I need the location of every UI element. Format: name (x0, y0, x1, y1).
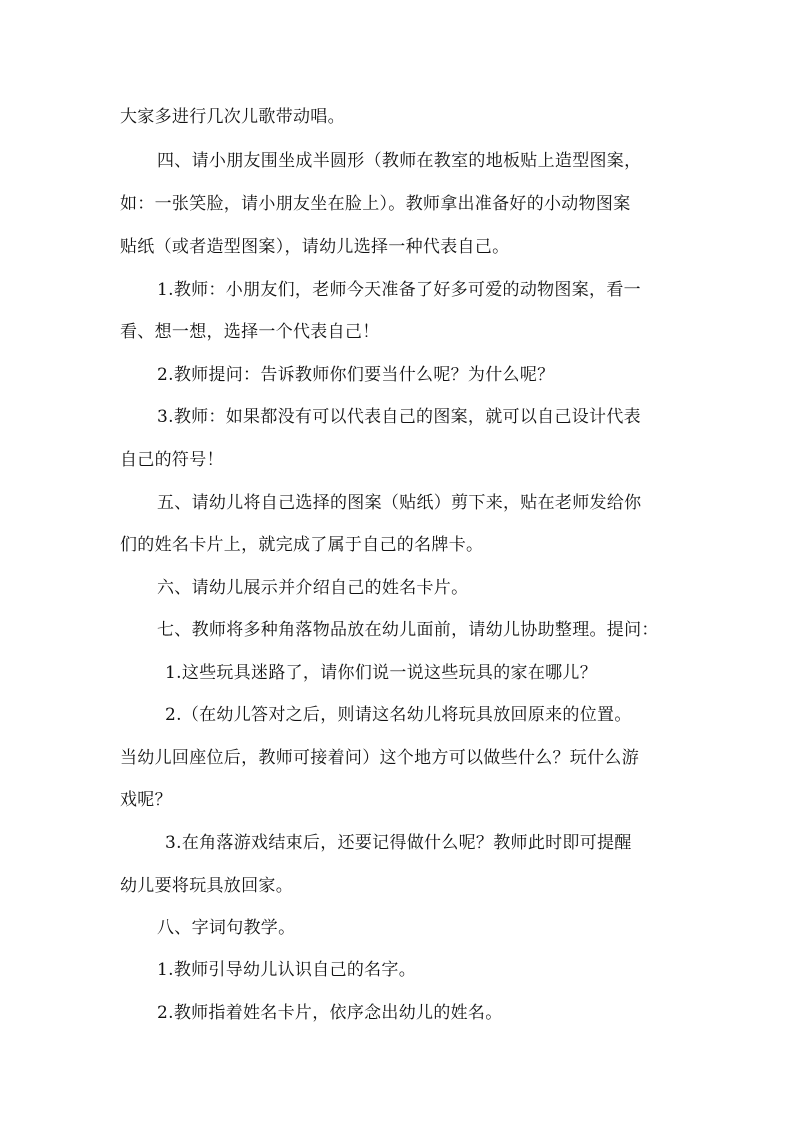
text-line: 幼儿要将玩具放回家。 (120, 876, 293, 896)
text-line: 当幼儿回座位后，教师可接着问）这个地方可以做些什么？玩什么游 (120, 748, 639, 768)
text-line: 1.这些玩具迷路了，请你们说一说这些玩具的家在哪儿？ (165, 663, 598, 683)
text-line: 们的姓名卡片上，就完成了属于自己的名牌卡。 (120, 535, 484, 555)
text-line: 大家多进行几次儿歌带动唱。 (120, 107, 345, 127)
text-line: 五、请幼儿将自己选择的图案（贴纸）剪下来，贴在老师发给你 (157, 493, 642, 513)
text-line: 3.教师：如果都没有可以代表自己的图案，就可以自己设计代表 (157, 407, 641, 427)
text-line: 2.教师提问：告诉教师你们要当什么呢？为什么呢？ (157, 365, 555, 385)
text-line: 2.（在幼儿答对之后，则请这名幼儿将玩具放回原来的位置。 (165, 705, 632, 725)
text-line: 八、字词句教学。 (157, 918, 296, 938)
text-line: 自己的符号！ (120, 450, 224, 470)
text-line: 贴纸（或者造型图案），请幼儿选择一种代表自己。 (120, 237, 510, 257)
text-line: 四、请小朋友围坐成半圆形（教师在教室的地板贴上造型图案， (157, 151, 642, 171)
text-line: 1.教师引导幼儿认识自己的名字。 (157, 960, 417, 980)
text-line: 如：一张笑脸，请小朋友坐在脸上）。教师拿出准备好的小动物图案 (120, 194, 631, 214)
text-line: 七、教师将多种角落物品放在幼儿面前，请幼儿协助整理。提问： (157, 620, 659, 640)
text-line: 六、请幼儿展示并介绍自己的姓名卡片。 (157, 578, 469, 598)
text-line: 戏呢？ (120, 790, 172, 810)
text-line: 1.教师：小朋友们，老师今天准备了好多可爱的动物图案，看一 (157, 280, 641, 300)
text-line: 看、想一想，选择一个代表自己！ (120, 322, 380, 342)
text-line: 2.教师指着姓名卡片，依序念出幼儿的姓名。 (157, 1003, 503, 1023)
text-line: 3.在角落游戏结束后，还要记得做什么呢？教师此时即可提醒 (165, 833, 632, 853)
